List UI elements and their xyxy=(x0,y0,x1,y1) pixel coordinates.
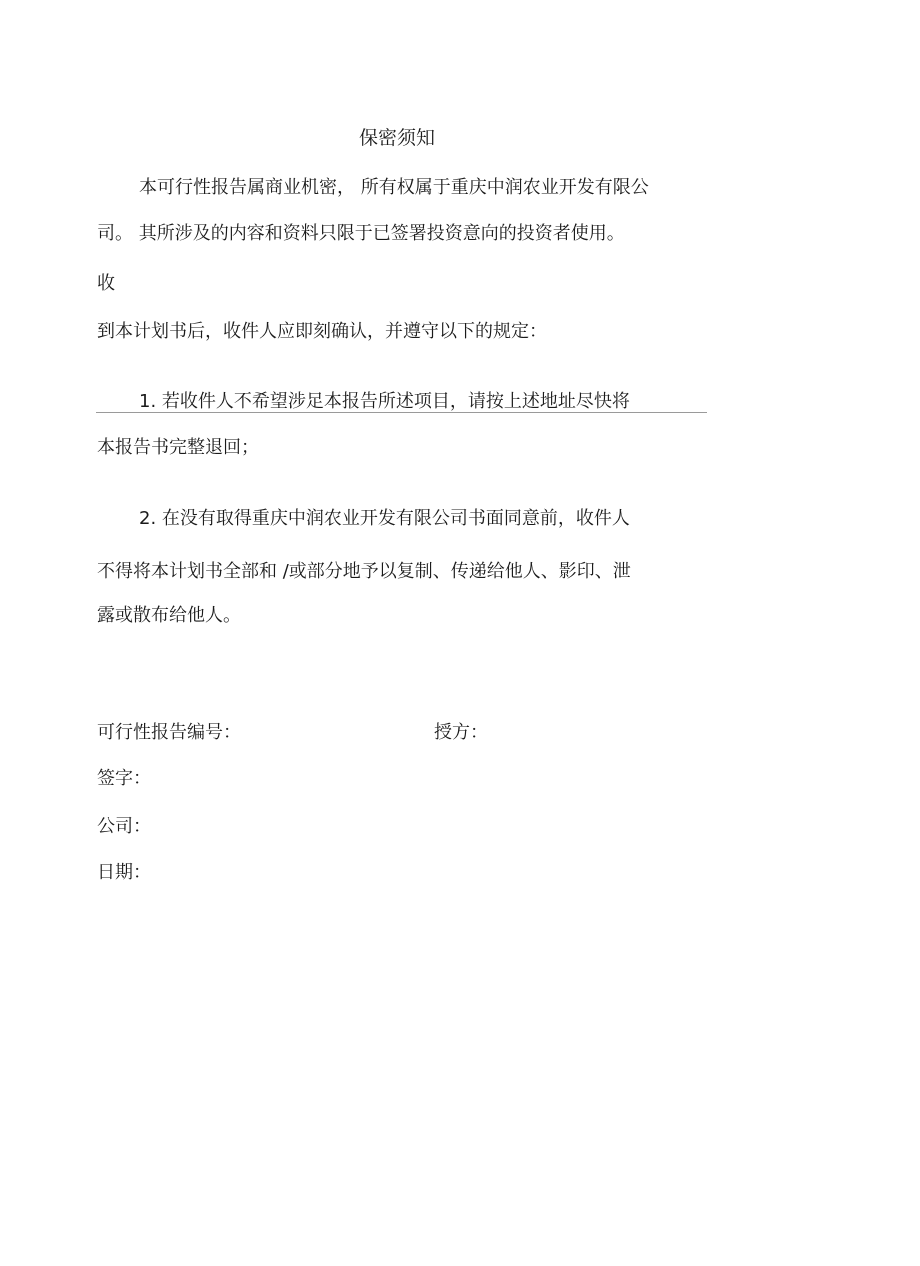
confidentiality-paragraph-line-1: 本可行性报告属商业机密， 所有权属于重庆中润农业开发有限公 xyxy=(139,177,649,198)
rule-item-1-line-2: 本报告书完整退回； xyxy=(97,437,259,458)
rule-item-2-line-2: 不得将本计划书全部和 /或部分地予以复制、传递给他人、影印、泄 xyxy=(97,561,631,582)
rule-item-1-line-1: 1. 若收件人不希望涉足本报告所述项目，请按上述地址尽快将 xyxy=(139,391,630,412)
rule-item-2-line-3: 露或散布给他人。 xyxy=(97,605,241,626)
rule-item-2-line-1: 2. 在没有取得重庆中润农业开发有限公司书面同意前，收件人 xyxy=(139,508,630,529)
receipt-paragraph-line-1: 收 xyxy=(97,273,115,294)
date-label: 日期： xyxy=(97,862,151,883)
grantee-label: 授方： xyxy=(434,722,488,743)
report-number-label: 可行性报告编号： xyxy=(97,722,241,743)
page-title: 保密须知 xyxy=(359,127,436,149)
company-label: 公司： xyxy=(97,816,151,837)
confidentiality-paragraph-line-2: 司。 其所涉及的内容和资料只限于已签署投资意向的投资者使用。 xyxy=(97,223,625,244)
signature-label: 签字： xyxy=(97,768,151,789)
horizontal-divider xyxy=(96,412,707,413)
receipt-paragraph-line-2: 到本计划书后，收件人应即刻确认，并遵守以下的规定： xyxy=(97,321,547,342)
